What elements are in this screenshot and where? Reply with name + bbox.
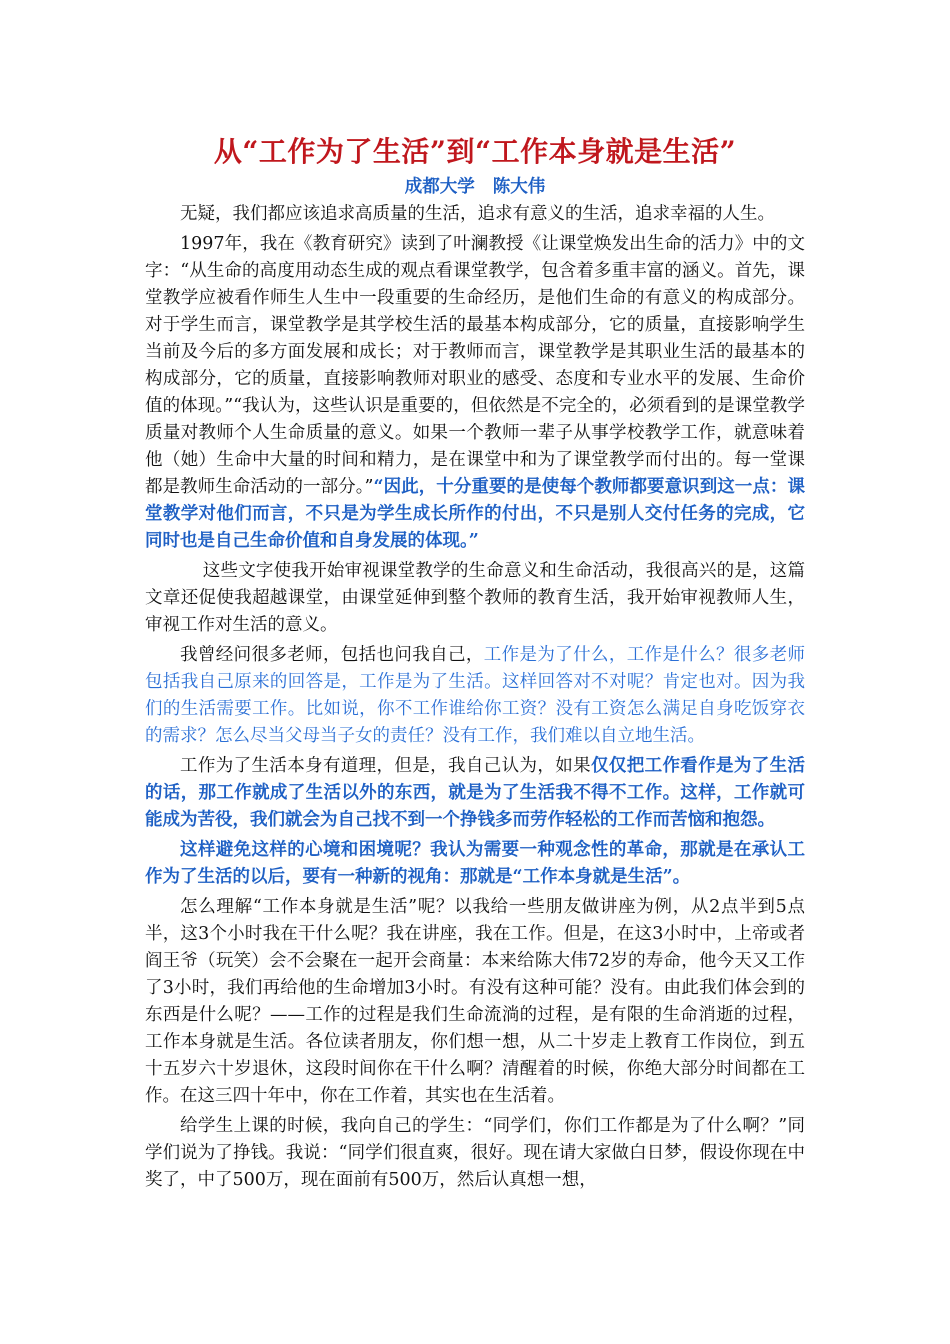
paragraph-6: 这样避免这样的心境和困境呢？我认为需要一种观念性的革命，那就是在承认工作为了生活的以后，要有一种新的视角：那就是“工作本身就是生活”。 (145, 840, 805, 887)
author-line (145, 173, 805, 201)
paragraph-3: 这些文字使我开始审视课堂教学的生命意义和生命活动，我很高兴的是，这篇文章还促使我超越课堂，由课堂延伸到整个教师的教育生活，我开始审视教师人生，审视工作对生活的意义。 (145, 561, 805, 635)
paragraph-5-highlight: 仅仅把工作看作是为了生活的话，那工作就成了生活以外的东西，就是为了生活我不得不工作。这样，工作就可能成为苦役，我们就会为自己找不到一个挣钱多而劳作轻松的工作而苦恼和抱怨。 (145, 756, 806, 830)
author-name: 陈大伟 (492, 177, 546, 197)
article-title: 从“工作为了生活”到“工作本身就是生活” (213, 135, 737, 168)
paragraph-4-lead: 我曾经问很多老师，包括也问我自己， (180, 645, 484, 665)
document-page (145, 133, 805, 1197)
paragraph-5-lead: 工作为了生活本身有道理，但是，我自己认为，如果 (180, 756, 591, 776)
paragraph-4-highlight: 工作是为了什么，工作是什么？很多老师包括我自己原来的回答是，工作是为了生活。这样回答对不对呢？肯定也对。因为我们的生活需要工作。比如说，你不工作谁给你工资？没有工资怎么满足自身吃饭穿衣的需求？怎么尽当父母当子女的责任？没有工作，我们难以自立地生活。 (145, 645, 805, 746)
paragraph-5 (145, 753, 805, 834)
paragraph-1: 无疑，我们都应该追求高质量的生活，追求有意义的生活，追求幸福的人生。 (180, 204, 775, 224)
paragraph-4 (145, 642, 805, 750)
paragraph-2-highlight: “因此，十分重要的是使每个教师都要意识到这一点：课堂教学对他们而言，不只是为学生成长所作的付出，不只是别人交付任务的完成，它同时也是自己生命价值和自身发展的体现。” (145, 477, 805, 551)
paragraph-2-quote: 1997年，我在《教育研究》读到了叶澜教授《让课堂焕发出生命的活力》中的文字：“从生命的高度用动态生成的观点看课堂教学，包含着多重丰富的涵义。首先，课堂教学应被看作师生人生中一段重要的生命经历，是他们生命的有意义的构成部分。对于学生而言，课堂教学是其学校生活的最基本构成部分，它的质量，直接影响学生当前及今后的多方面发展和成长；对于教师而言，课堂教学是其职业生活的最基本的构成部分，它的质量，直接影响教师对职业的感受、态度和专业水平的发展、生命价值的体现。”“我认为，这些认识是重要的，但依然是不完全的，必须看到的是课堂教学质量对教师个人生命质量的意义。如果一个教师一辈子从事学校教学工作，就意味着他（她）生命中大量的时间和精力，是在课堂中和为了课堂教学而付出的。每一堂课都是教师生命活动的一部分。” (145, 234, 805, 497)
paragraph-8: 给学生上课的时候，我向自己的学生：“同学们，你们工作都是为了什么啊？”同学们说为了挣钱。我说：“同学们很直爽，很好。现在请大家做白日梦，假设你现在中奖了，中了500万，现在面前有500万，然后认真想一想， (145, 1116, 805, 1190)
paragraph-7: 怎么理解“工作本身就是生活”呢？以我给一些朋友做讲座为例，从2点半到5点半，这3个小时我在干什么呢？我在讲座，我在工作。但是，在这3小时中，上帝或者阎王爷（玩笑）会不会聚在一起开会商量：本来给陈大伟72岁的寿命，他今天又工作了3小时，我们再给他的生命增加3小时。有没有这种可能？没有。由此我们体会到的东西是什么呢？——工作的过程是我们生命流淌的过程，是有限的生命消逝的过程，工作本身就是生活。各位读者朋友，你们想一想，从二十岁走上教育工作岗位，到五十五岁六十岁退休，这段时间你在干什么啊？清醒着的时候，你绝大部分时间都在工作。在这三四十年中，你在工作着，其实也在生活着。 (145, 897, 805, 1106)
author-affiliation: 成都大学 (404, 177, 475, 197)
paragraph-2 (145, 231, 805, 555)
